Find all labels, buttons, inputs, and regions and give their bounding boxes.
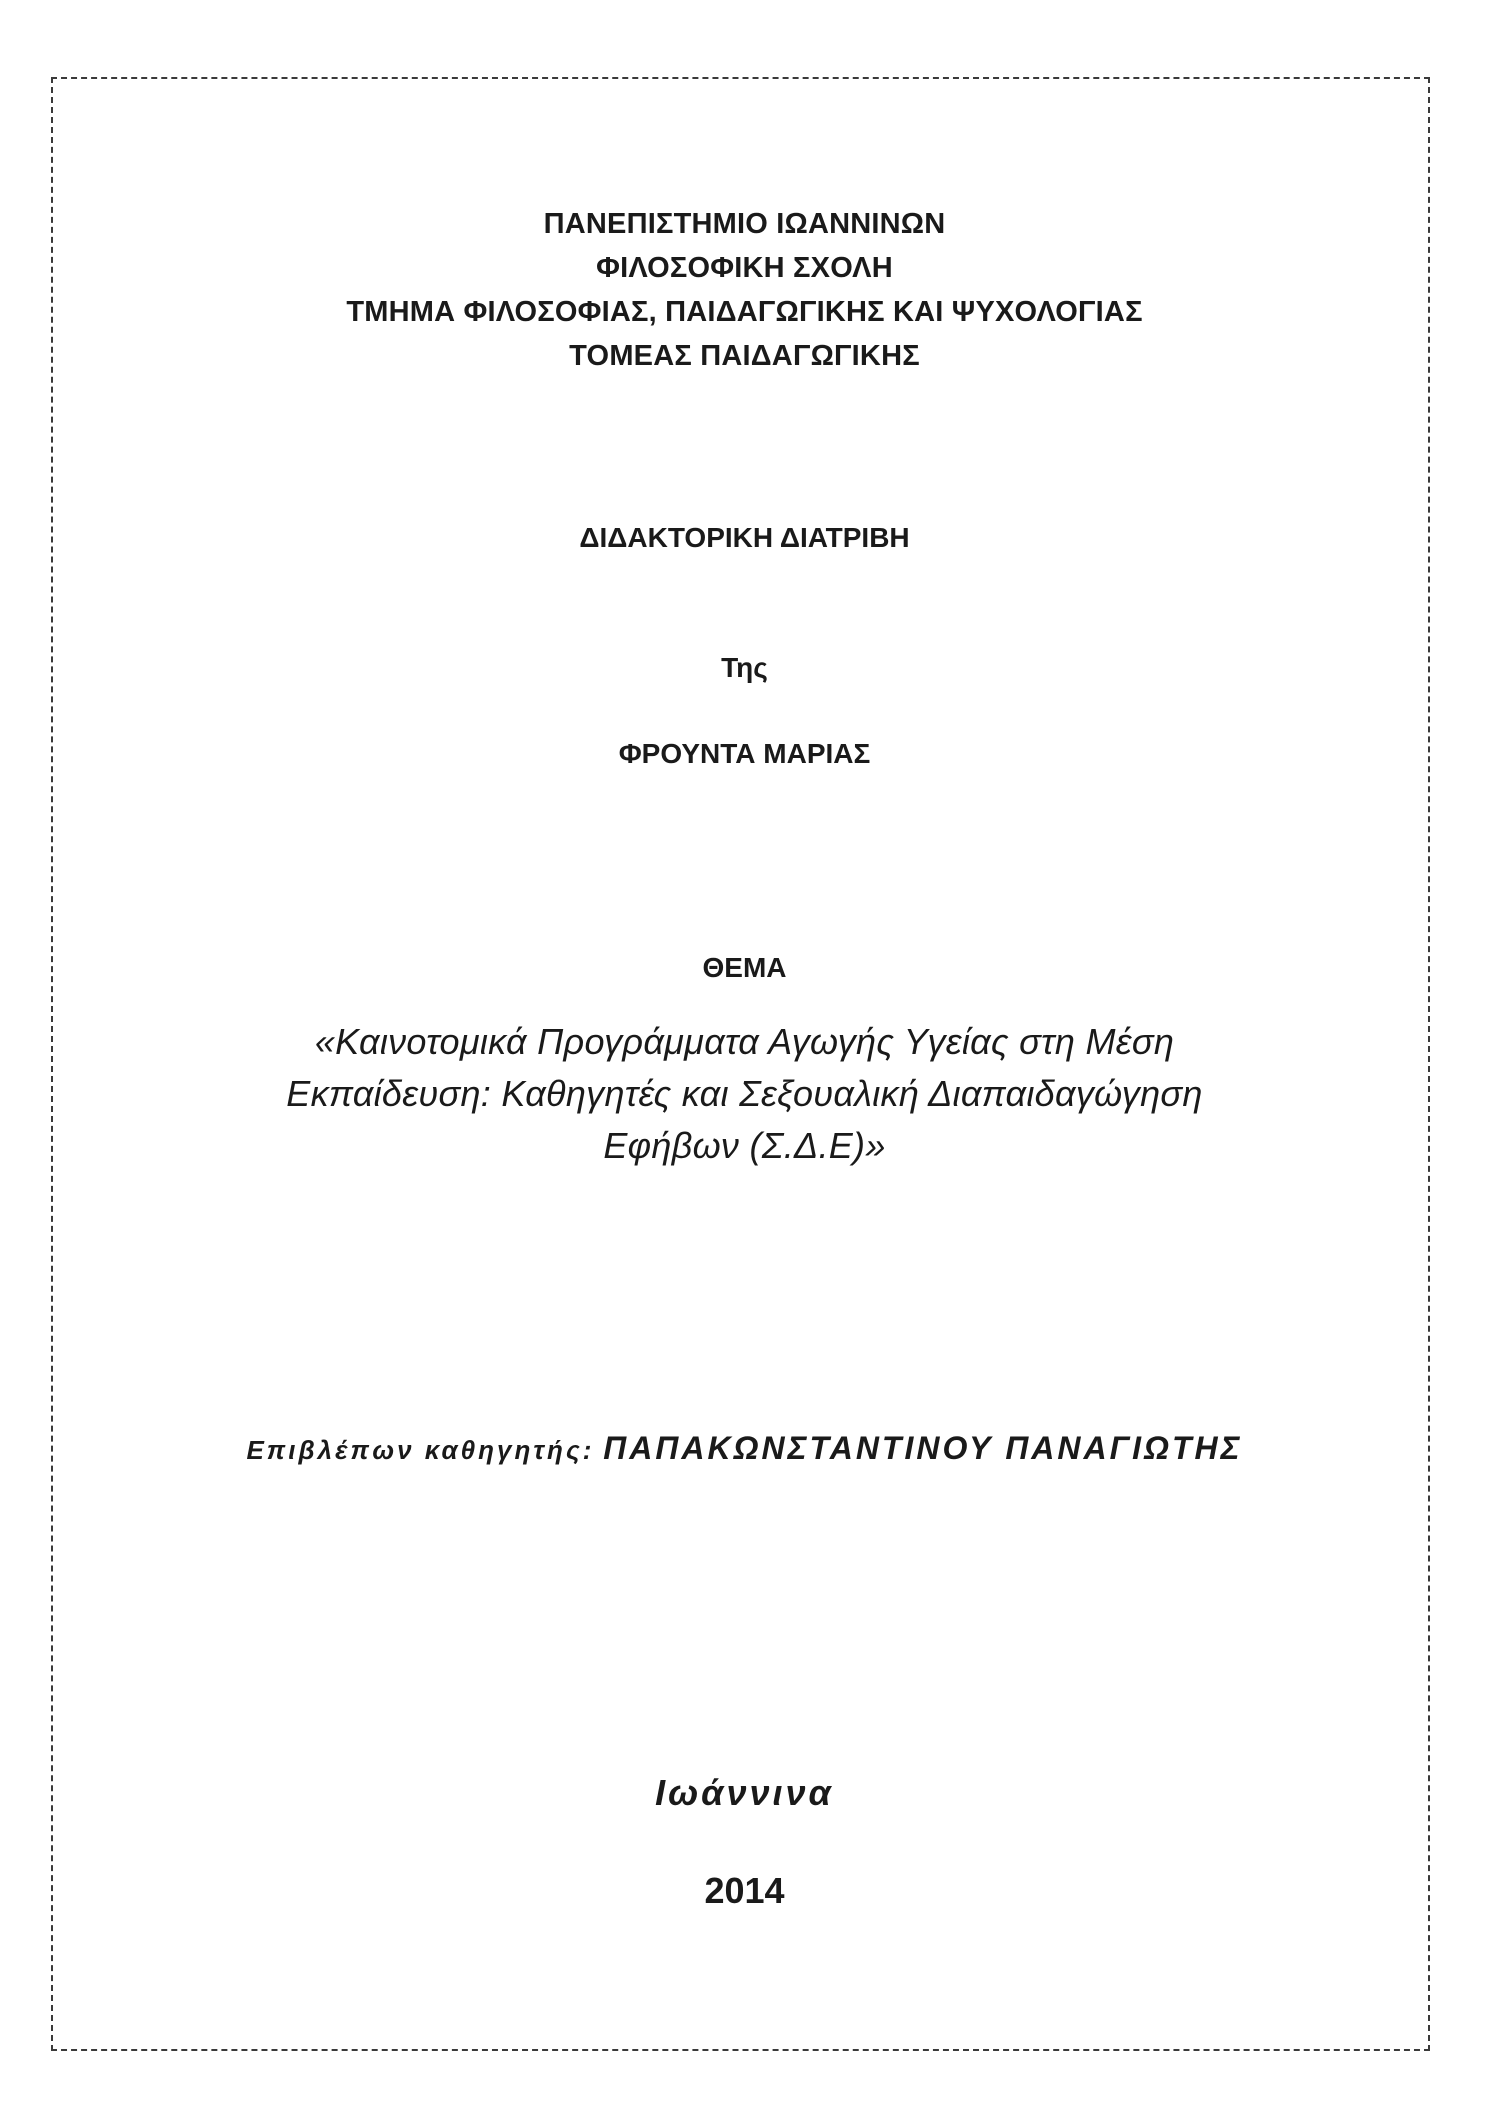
thesis-title-line-3: Εφήβων (Σ.Δ.Ε)» bbox=[603, 1125, 886, 1166]
year: 2014 bbox=[704, 1870, 785, 1911]
supervisor-line bbox=[0, 1430, 1489, 1467]
department-name: ΤΜΗΜΑ ΦΙΛΟΣΟΦΙΑΣ, ΠΑΙΔΑΓΩΓΙΚΗΣ ΚΑΙ ΨΥΧΟΛΟΓΙΑΣ bbox=[346, 296, 1143, 328]
author-prefix: Της bbox=[721, 652, 768, 683]
document-type: ΔΙΔΑΚΤΟΡΙΚΗ ΔΙΑΤΡΙΒΗ bbox=[579, 522, 910, 553]
supervisor-label: Επιβλέπων καθηγητής: bbox=[246, 1435, 595, 1465]
supervisor-name: ΠΑΠΑΚΩΝΣΤΑΝΤΙΝΟΥ ΠΑΝΑΓΙΩΤΗΣ bbox=[603, 1430, 1243, 1466]
topic-label: ΘΕΜΑ bbox=[702, 952, 787, 983]
city: Ιωάννινα bbox=[655, 1772, 834, 1813]
author-name: ΦΡΟΥΝΤΑ ΜΑΡΙΑΣ bbox=[618, 738, 871, 769]
thesis-title-line-2: Εκπαίδευση: Καθηγητές και Σεξουαλική Διαπαιδαγώγηση bbox=[286, 1073, 1203, 1114]
school-name: ΦΙΛΟΣΟΦΙΚΗ ΣΧΟΛΗ bbox=[596, 252, 893, 284]
page-border bbox=[51, 77, 1430, 2051]
section-name: ΤΟΜΕΑΣ ΠΑΙΔΑΓΩΓΙΚΗΣ bbox=[569, 340, 920, 372]
thesis-title-line-1: «Καινοτομικά Προγράμματα Αγωγής Υγείας στη Μέση bbox=[314, 1021, 1175, 1062]
university-name: ΠΑΝΕΠΙΣΤΗΜΙΟ ΙΩΑΝΝΙΝΩΝ bbox=[543, 208, 946, 240]
